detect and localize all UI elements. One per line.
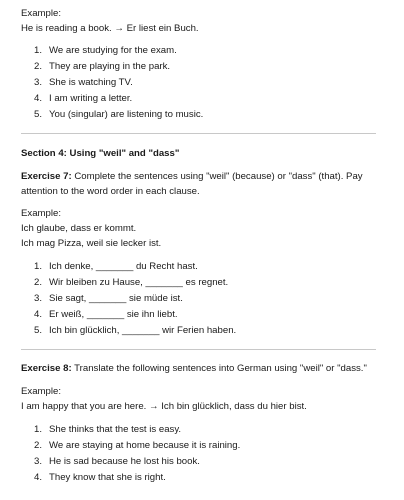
example-label: Example: <box>21 8 61 19</box>
list-item: 3. He is sad because he lost his book. <box>34 456 200 467</box>
example-sentence: Ich mag Pizza, weil sie lecker ist. <box>21 238 162 249</box>
list-item: 1. Ich denke, _______ du Recht hast. <box>34 261 198 272</box>
exercise-8-label: Exercise 8: <box>21 363 72 374</box>
exercise-7-instruction: Complete the sentences using "weil" (because) or "dass" (that). Pay attention to the word order in each clause. <box>21 171 363 197</box>
list-item: 1. We are studying for the exam. <box>34 45 177 56</box>
top-exercise-list <box>21 43 382 123</box>
section-divider <box>21 133 376 134</box>
section-heading <box>21 146 382 161</box>
example-sentence: He is reading a book. → Er liest ein Buch. <box>21 23 199 34</box>
section-divider <box>21 349 376 350</box>
list-item: 4. I am writing a letter. <box>34 93 133 104</box>
list-item: 2. Wir bleiben zu Hause, _______ es regnet. <box>34 277 229 288</box>
exercise-7-list <box>21 259 382 339</box>
example-label: Example: <box>21 386 61 397</box>
example-sentence: I am happy that you are here. → Ich bin glücklich, dass du hier bist. <box>21 401 307 412</box>
top-example <box>21 6 382 36</box>
list-item: 2. They are playing in the park. <box>34 61 171 72</box>
exercise-8-list <box>21 422 382 486</box>
exercise-7-label: Exercise 7: <box>21 171 72 182</box>
list-item: 4. Er weiß, _______ sie ihn liebt. <box>34 309 178 320</box>
list-item: 5. Ich bin glücklich, _______ wir Ferien haben. <box>34 325 237 336</box>
list-item: 4. They know that she is right. <box>34 472 166 483</box>
section-title: Section 4: Using "weil" and "dass" <box>21 148 180 159</box>
example-sentence: Ich glaube, dass er kommt. <box>21 223 137 234</box>
exercise-8-example <box>21 384 382 414</box>
list-item: 1. She thinks that the test is easy. <box>34 424 182 435</box>
exercise-7-instructions <box>21 169 382 199</box>
exercise-8-instructions <box>21 361 382 376</box>
list-item: 3. She is watching TV. <box>34 77 133 88</box>
list-item: 5. You (singular) are listening to music. <box>34 109 204 120</box>
exercise-8-instruction: Translate the following sentences into German using "weil" or "dass." <box>71 363 367 374</box>
example-label: Example: <box>21 208 61 219</box>
list-item: 3. Sie sagt, _______ sie müde ist. <box>34 293 183 304</box>
list-item: 2. We are staying at home because it is raining. <box>34 440 241 451</box>
exercise-7-example <box>21 206 382 251</box>
